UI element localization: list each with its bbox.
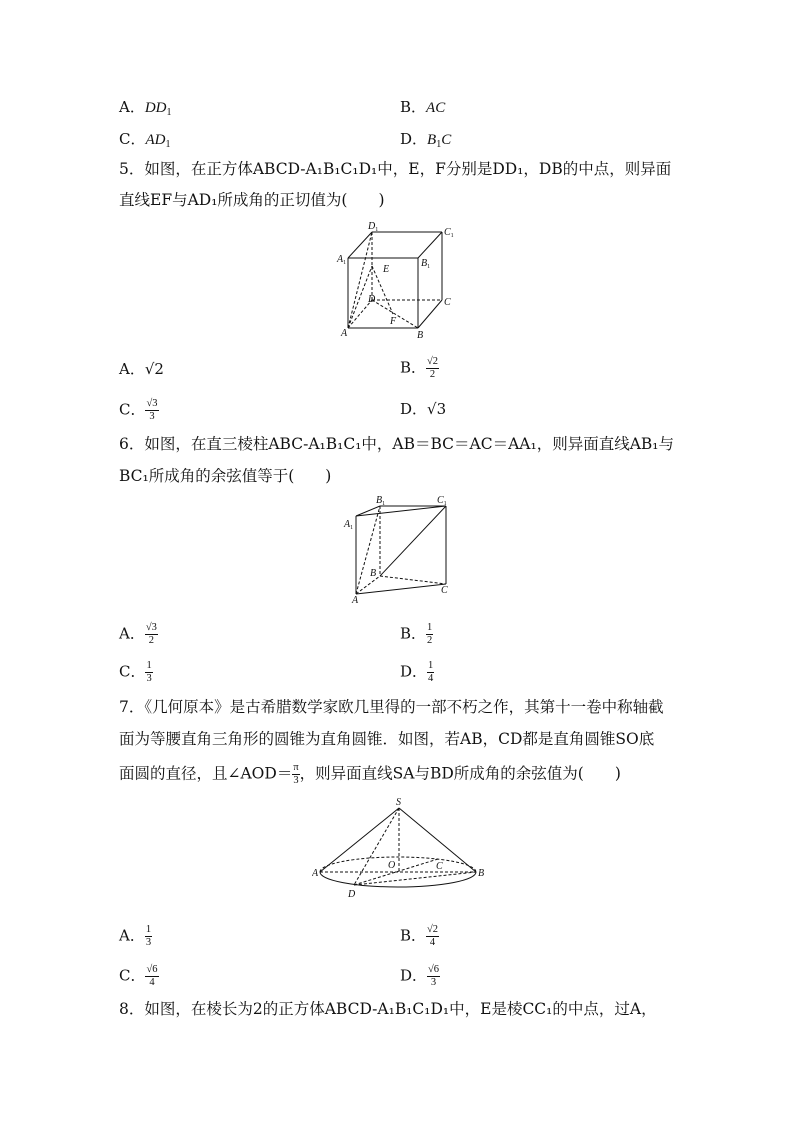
q7-question-line2: 面为等腰直角三角形的圆锥为直角圆锥．如图，若AB，CD都是直角圆锥SO底 bbox=[119, 730, 655, 748]
q5-label-b1: $B_1$ bbox=[421, 258, 431, 270]
q7-label-c: C bbox=[436, 861, 443, 872]
q8-question-line1: 8．如图，在棱长为2的正方体ABCD-A₁B₁C₁D₁中，E是棱CC₁的中点，过A， bbox=[119, 1000, 657, 1018]
q6-option-b: B． $\frac{1}{2}$ bbox=[400, 622, 433, 646]
q6-label-b1: $B_1$ bbox=[376, 495, 386, 507]
q7-option-b: B． $\frac{√2}{4}$ bbox=[400, 924, 439, 948]
q7-label-a: A bbox=[312, 868, 319, 879]
q7-option-d: D． $\frac{√6}{3}$ bbox=[400, 964, 440, 988]
q6-option-c: C． $\frac{1}{3}$ bbox=[119, 660, 152, 684]
q6-option-d: D． $\frac{1}{4}$ bbox=[400, 660, 434, 684]
q7-option-c: C． $\frac{√6}{4}$ bbox=[119, 964, 158, 988]
q5-option-b: B． $\frac{√2}{2}$ bbox=[400, 356, 439, 380]
q5-label-f: F bbox=[390, 316, 397, 327]
q4-option-a: A．$DD_1$ bbox=[119, 98, 172, 118]
q7-cone-figure bbox=[312, 796, 492, 906]
q6-question-line2: BC₁所成角的余弦值等于( ) bbox=[119, 467, 332, 485]
q5-option-a: A．√2 bbox=[119, 360, 164, 378]
q5-cube-figure bbox=[330, 218, 470, 342]
q7-question-line3: 面圆的直径，且∠AOD＝ $\frac{\pi}{3}$ ，则异面直线SA与BD所成角的余弦值为( ) bbox=[119, 762, 621, 786]
q6-label-c1: $C_1$ bbox=[437, 495, 447, 507]
q6-question-line1: 6．如图，在直三棱柱ABC-A₁B₁C₁中，AB＝BC＝AC＝AA₁，则异面直线AB₁与 bbox=[119, 435, 674, 453]
q5-label-a: A bbox=[341, 328, 348, 339]
q4-option-d: D．$B_1C$ bbox=[400, 130, 452, 150]
q6-label-b: B bbox=[370, 568, 377, 579]
q7-option-a: A． $\frac{1}{3}$ bbox=[119, 924, 152, 948]
q5-option-d: D．√3 bbox=[400, 400, 447, 418]
q6-prism-figure bbox=[336, 494, 466, 604]
q7-label-b: B bbox=[478, 868, 485, 879]
q5-label-a1: $A_1$ bbox=[337, 254, 347, 266]
q6-label-c: C bbox=[441, 585, 448, 596]
q5-label-d: D bbox=[368, 294, 376, 305]
q7-label-s: S bbox=[396, 797, 401, 808]
q5-question-line1: 5．如图，在正方体ABCD-A₁B₁C₁D₁中，E，F分别是DD₁，DB的中点，则异面 bbox=[119, 160, 672, 178]
q5-label-d1: $D_1$ bbox=[368, 221, 379, 233]
q4-option-c: C．$AD_1$ bbox=[119, 130, 171, 150]
q7-question-line1: 7．《几何原本》是古希腊数学家欧几里得的一部不朽之作，其第十一卷中称轴截 bbox=[119, 698, 664, 716]
q7-label-o: O bbox=[388, 860, 396, 871]
q5-question-line2: 直线EF与AD₁所成角的正切值为( ) bbox=[119, 191, 385, 209]
q5-option-c: C． $\frac{√3}{3}$ bbox=[119, 398, 158, 422]
q4-option-b: B．AC bbox=[400, 98, 446, 116]
q5-label-e: E bbox=[383, 264, 390, 275]
q6-label-a1: $A_1$ bbox=[344, 519, 354, 531]
q6-label-a: A bbox=[352, 595, 359, 604]
q5-label-b: B bbox=[417, 330, 424, 341]
q5-label-c1: $C_1$ bbox=[444, 227, 454, 239]
q5-label-c: C bbox=[444, 297, 451, 308]
q7-label-d: D bbox=[348, 889, 356, 900]
q6-option-a: A． $\frac{√3}{2}$ bbox=[119, 622, 157, 646]
